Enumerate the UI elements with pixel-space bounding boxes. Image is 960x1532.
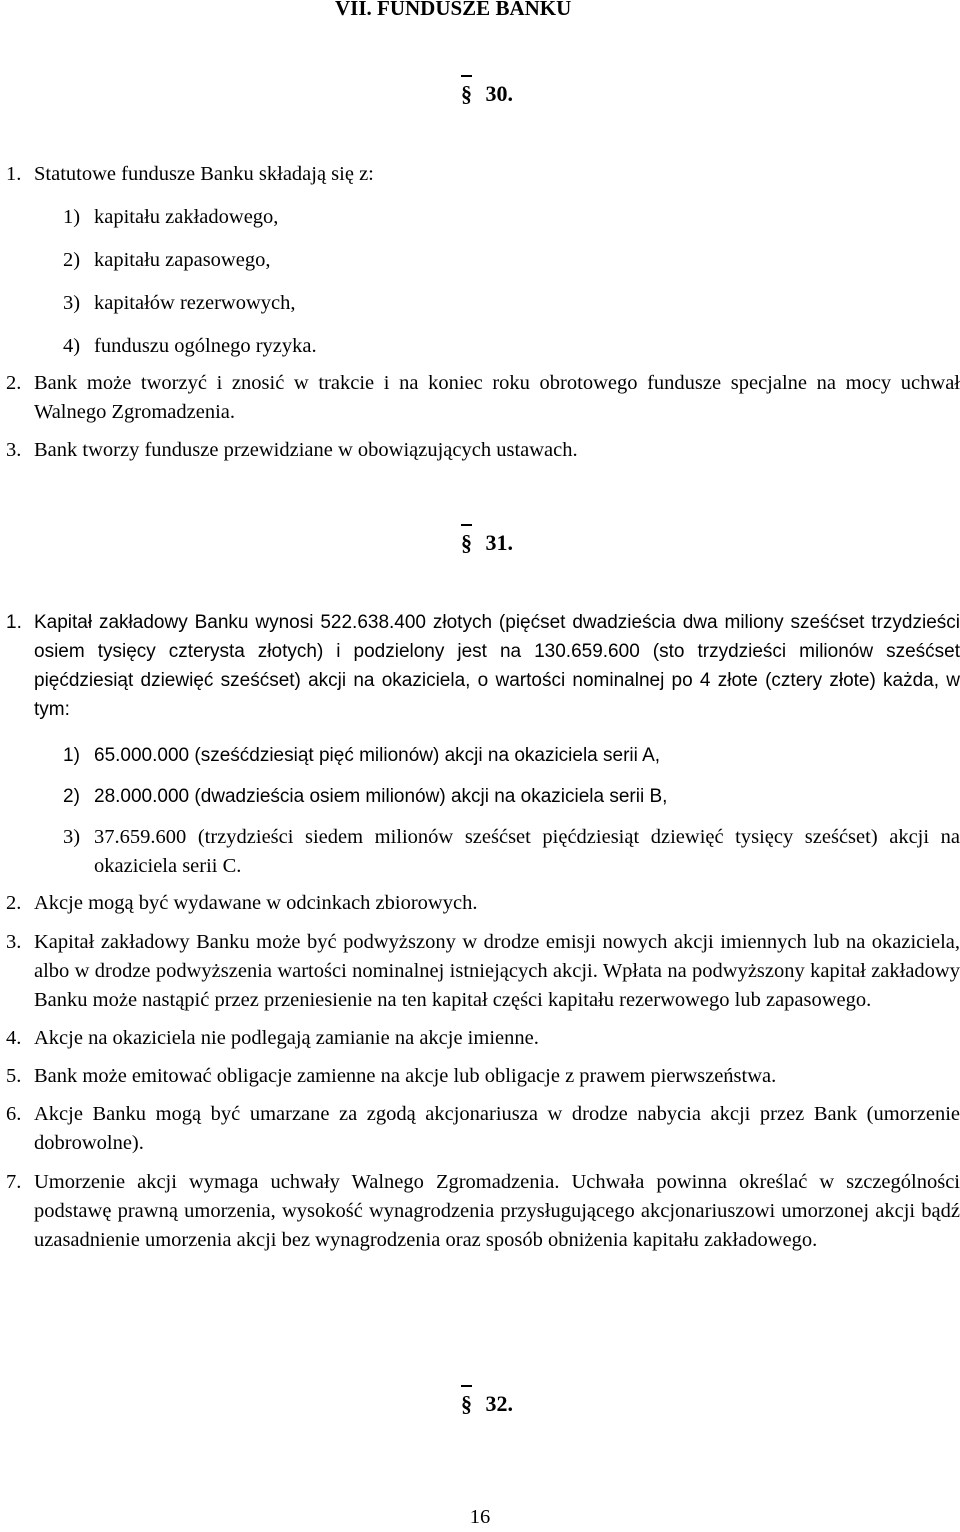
item-text: 28.000.000 (dwadzieścia osiem milionów) akcji na okaziciela serii B,	[94, 786, 668, 807]
paragraph-number: 2.	[6, 372, 22, 394]
paragraph	[0, 436, 960, 465]
list-item	[0, 203, 960, 232]
paragraph-text: Kapitał zakładowy Banku wynosi 522.638.400 złotych (pięćset dwadzieścia dwa miliony sześćset trzydzieści osiem tysięcy czterysta złotych) i podzielony jest na 130.659.600 (sto trzydzieści milionów sześćset pięćdziesiąt dziewięć sześćset) akcji na okaziciela, o wartości nominalnej po 4 złote (cztery złote) każda, w tym:	[34, 612, 960, 720]
list-item	[0, 289, 960, 318]
paragraph-text: Bank może emitować obligacje zamienne na akcje lub obligacje z prawem pierwszeństwa.	[34, 1065, 777, 1087]
item-text: funduszu ogólnego ryzyka.	[94, 335, 317, 357]
item-number: 4)	[63, 335, 81, 357]
paragraph-text: Akcje mogą być wydawane w odcinkach zbiorowych.	[34, 892, 478, 914]
list-item	[0, 782, 960, 811]
item-number: 1)	[63, 206, 81, 228]
paragraph	[0, 369, 960, 427]
section-symbol: §	[461, 81, 472, 106]
section-heading-32	[461, 1389, 513, 1418]
paragraph	[0, 608, 960, 724]
section-symbol: §	[461, 530, 472, 555]
section-symbol: §	[461, 1391, 472, 1416]
paragraph	[0, 928, 960, 1015]
paragraph-number: 2.	[6, 892, 22, 914]
paragraph	[0, 1062, 960, 1091]
paragraph	[0, 160, 960, 189]
paragraph-text: Akcje na okaziciela nie podlegają zamianie na akcje imienne.	[34, 1027, 539, 1049]
section-number: 31.	[485, 530, 513, 555]
section-31-body	[0, 608, 960, 1255]
paragraph-text: Bank może tworzyć i znosić w trakcie i na koniec roku obrotowego fundusze specjalne na mocy uchwał Walnego Zgromadzenia.	[34, 372, 960, 423]
item-text: 37.659.600 (trzydzieści siedem milionów sześćset pięćdziesiąt dziewięć tysięcy sześćset) akcji na okaziciela serii C.	[94, 826, 960, 877]
item-number: 1)	[63, 745, 80, 766]
section-heading-30	[461, 79, 513, 108]
paragraph-text: Kapitał zakładowy Banku może być podwyższony w drodze emisji nowych akcji imiennych lub na okaziciela, albo w drodze podwyższenia wartości nominalnej istniejących akcji. Wpłata na podwyższony kapitał zakładowy Banku może nastąpić przez przeniesienie na ten kapitał części kapitału rezerwowego lub zapasowego.	[34, 931, 960, 1011]
paragraph	[0, 889, 960, 918]
item-number: 2)	[63, 249, 81, 271]
paragraph-text: Bank tworzy fundusze przewidziane w obowiązujących ustawach.	[34, 439, 578, 461]
paragraph	[0, 1168, 960, 1255]
chapter-title: VII. FUNDUSZE BANKU	[335, 0, 572, 20]
list-item	[0, 332, 960, 361]
paragraph-number: 7.	[6, 1171, 22, 1193]
paragraph	[0, 1024, 960, 1053]
section-30-body	[0, 160, 960, 465]
list-item	[0, 246, 960, 275]
item-number: 2)	[63, 786, 80, 807]
item-text: kapitału zakładowego,	[94, 206, 279, 228]
paragraph-number: 3.	[6, 439, 22, 461]
paragraph-text: Umorzenie akcji wymaga uchwały Walnego Zgromadzenia. Uchwała powinna określać w szczególności podstawę prawną umorzenia, wysokość wynagrodzenia przysługującego akcjonariuszowi umorzonej akcji bądź uzasadnienie umorzenia akcji bez wynagrodzenia oraz sposób obniżenia kapitału zakładowego.	[34, 1171, 960, 1251]
item-text: kapitału zapasowego,	[94, 249, 271, 271]
paragraph-number: 5.	[6, 1065, 22, 1087]
paragraph-number: 3.	[6, 931, 22, 953]
paragraph-text: Statutowe fundusze Banku składają się z:	[34, 163, 374, 185]
paragraph-number: 6.	[6, 1103, 22, 1125]
paragraph-number: 4.	[6, 1027, 22, 1049]
paragraph-number: 1.	[6, 163, 22, 185]
section-heading-31	[461, 528, 513, 557]
list-item	[0, 823, 960, 881]
item-text: 65.000.000 (sześćdziesiąt pięć milionów) akcji na okaziciela serii A,	[94, 745, 661, 766]
paragraph-number: 1.	[6, 612, 22, 633]
item-number: 3)	[63, 826, 81, 848]
item-text: kapitałów rezerwowych,	[94, 292, 296, 314]
list-item	[0, 741, 960, 770]
item-number: 3)	[63, 292, 81, 314]
page-number: 16	[469, 1506, 491, 1528]
paragraph-text: Akcje Banku mogą być umarzane za zgodą akcjonariusza w drodze nabycia akcji przez Bank (umorzenie dobrowolne).	[34, 1103, 960, 1154]
paragraph	[0, 1100, 960, 1158]
section-number: 30.	[485, 81, 513, 106]
section-number: 32.	[485, 1391, 513, 1416]
